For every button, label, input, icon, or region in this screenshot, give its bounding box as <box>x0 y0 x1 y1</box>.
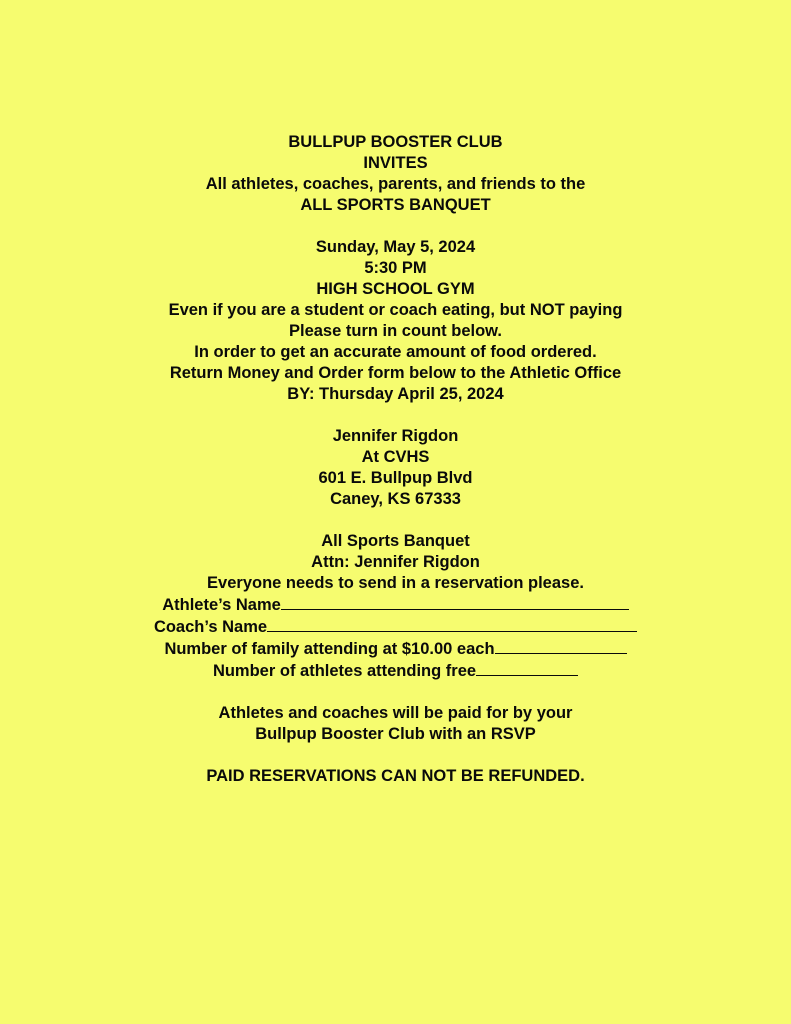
note-line-1: Even if you are a student or coach eating, but NOT paying <box>168 301 623 319</box>
form-title: All Sports Banquet <box>321 532 470 550</box>
spacer <box>0 745 791 766</box>
contact-city: Caney, KS 67333 <box>330 490 461 508</box>
coach-name-blank[interactable] <box>267 616 637 632</box>
athlete-name-row <box>0 594 791 616</box>
family-count-blank[interactable] <box>495 638 627 654</box>
spacer <box>0 682 791 703</box>
coach-name-label: Coach’s Name <box>153 618 268 636</box>
spacer <box>0 510 791 531</box>
note-line-2: Please turn in count below. <box>288 322 502 340</box>
athletes-free-label: Number of athletes attending free <box>212 662 477 680</box>
contact-name: Jennifer Rigdon <box>332 427 459 445</box>
event-date: Sunday, May 5, 2024 <box>315 238 476 256</box>
event-location: HIGH SCHOOL GYM <box>316 280 475 298</box>
spacer <box>0 405 791 426</box>
note-line-4: Return Money and Order form below to the Athletic Office <box>169 364 622 382</box>
refund-notice: PAID RESERVATIONS CAN NOT BE REFUNDED. <box>206 767 585 785</box>
note-line-3: In order to get an accurate amount of food ordered. <box>194 343 597 361</box>
flyer-content <box>0 132 791 787</box>
contact-at: At CVHS <box>361 448 430 466</box>
paid-line-1: Athletes and coaches will be paid for by your <box>218 704 573 722</box>
invites-text: INVITES <box>363 154 428 172</box>
athlete-name-label: Athlete’s Name <box>162 596 281 614</box>
coach-name-row <box>0 616 791 638</box>
contact-street: 601 E. Bullpup Blvd <box>318 469 473 487</box>
paid-line-2: Bullpup Booster Club with an RSVP <box>255 725 536 743</box>
deadline-text: BY: Thursday April 25, 2024 <box>287 385 504 403</box>
family-count-label: Number of family attending at $10.00 each <box>164 640 495 658</box>
org-name: BULLPUP BOOSTER CLUB <box>288 133 503 151</box>
spacer <box>0 216 791 237</box>
family-count-row <box>0 638 791 660</box>
athletes-free-blank[interactable] <box>476 660 578 676</box>
athlete-name-blank[interactable] <box>281 594 629 610</box>
event-title: ALL SPORTS BANQUET <box>300 196 491 214</box>
athletes-free-row <box>0 660 791 682</box>
audience-text: All athletes, coaches, parents, and friends to the <box>205 175 586 193</box>
form-instruction: Everyone needs to send in a reservation please. <box>207 574 584 592</box>
event-time: 5:30 PM <box>364 259 427 277</box>
form-attn: Attn: Jennifer Rigdon <box>311 553 480 571</box>
